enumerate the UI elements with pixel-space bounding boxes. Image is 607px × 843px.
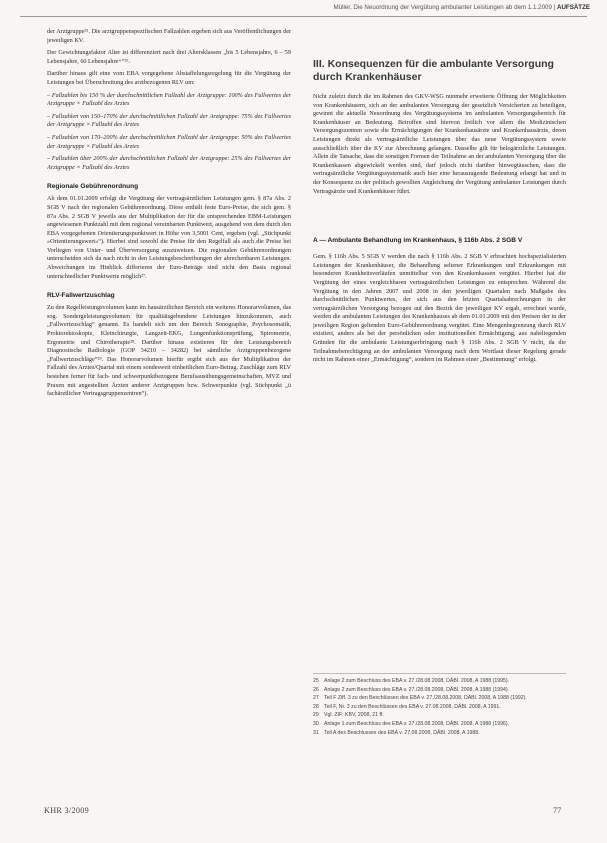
- left-column: [47, 28, 291, 788]
- paragraph: Gem. § 116b Abs. 5 SGB V werden die nach § 116b Abs. 2 SGB V erbrachten hochspezialisierten Leistungen der Krankenhäuser, die Behandlung seltener Erkrankungen und Erkrankungen mit besonderen Krankheitsverläufen unmittelbar von den Krankenkassen vergütet. Hierbei hat die Vergütung der eines vergleichbaren vertragsärztlichen Leistungen zu entsprechen. Während die Vergütung in den Jahren 2007 und 2008 in den jeweiligen Quartalen nach Maßgabe des durchschnittlichen Punktwertes, der sich aus den letzten Quartalsabrechnungen in der vertragsärztlichen Versorgung bezogen auf den Bezirk der jeweiligen KV ergab, errechnet wurde, werden die ambulanten Leistungen des Krankenhauses ab dem 01.01.2009 mit den Preisen der in der jeweiligen Region geltenden Euro-Gebührenordnung vergütet. Eine Mengenbegrenzung durch RLV existiert, anders als bei der persönlichen oder institutionellen Ermächtigung, aus naheliegenden Gründen für die ambulante Leistungserbringung nach § 116b Abs. 2 SGB V nicht, da die Teilnahmeberechtigung an der ambulanten Versorgung nach dem Wortlaut dieser Regelung gerade nicht im Rahmen einer „Ermächtigung“, sondern im Rahmen einer „Bestimmung“ erfolgt.: [313, 253, 566, 364]
- paragraph: Ab dem 01.01.2009 erfolgt die Vergütung der vertragsärztlichen Leistungen gem. § 87a Abs. 2 SGB V nach der regionalen Gebührenordnung. Diese enthält feste Euro-Preise, die sich gem. § 87a Abs. 2 SGB V jeweils aus der Multiplikation der für die entsprechenden EBM-Leistungen angewiesenen Punktzahl mit dem regional vereinbarten Punktwert, ausgehend von dem durch den EBA vorgegebenen Orientierungspunktwert in Höhe von 3,5001 Cent, ergeben (vgl. „Stichpunkt »Orientierungswert«“). Hierbei sind sowohl die Preise für den Regelfall als auch die Preise bei Vorliegen von Unter- und Überversorgung auszuweisen. Die regionalen Gebührenordnungen unterscheiden sich da nach nicht in den Leistungsbeschreibungen der abrechenbaren Leistungen. Abweichungen im Hinblick differieren der Euro-Beträge sind nicht den Basis regional unterschiedlicher Punktwerte möglich²⁷.: [47, 195, 291, 280]
- header-rule: [20, 16, 587, 17]
- footnote: 28 Teil F, Nr. 3 zu den Beschlüssen des EBA v. 27.08.2008, DÄBl. 2008, A 1991.: [313, 703, 501, 710]
- footnote: 29 Vgl. ZIF: KBV, 2008, 21 ff.: [313, 712, 384, 719]
- subheading-regional: Regionale Gebührenordnung: [47, 183, 139, 191]
- journal-issue: KHR 3/2009: [44, 806, 90, 815]
- footnote: 30 Anlage 1 zum Beschluss des EBA v. 27./28.08.2008, DÄBl. 2008, A 1988 (1996).: [313, 720, 510, 727]
- header-separator: |: [553, 4, 556, 11]
- list-item: – Fallzahlen von 150–170% der durchschnittlichen Fallzahl der Arztgruppe: 75% des Fallwertes der Arztgruppe × Fallzahl des Arztes: [47, 112, 291, 129]
- running-header: [150, 4, 590, 11]
- right-column: [313, 28, 566, 798]
- footnote: 26 Anlage 2 zum Beschluss des EBA v. 27./28.08.2008, DÄBl. 2008, A 1988 (1994).: [313, 686, 510, 693]
- subsection-title: A — Ambulante Behandlung im Krankenhaus, § 116b Abs. 2 SGB V: [313, 237, 523, 245]
- list-item: – Fallzahlen von 170–200% der durchschnittlichen Fallzahl der Arztgruppe: 50% des Fallwertes der Arztgruppe × Fallzahl des Arztes: [47, 133, 291, 150]
- list-item: – Fallzahlen bis 150 % der durchschnittlichen Fallzahl der Arztgruppe: 100% des Fallwertes der Arztgruppe × Fallzahl des Arztes: [47, 91, 291, 108]
- running-title: Müller, Die Neuordnung der Vergütung ambulanter Leistungen ab dem 1.1.2009: [333, 4, 552, 11]
- paragraph: der Arztgruppe²⁵. Die arztgruppenspezifischen Fallzahlen ergeben sich aus Veröffentlichungen der jeweiligen KV.: [47, 28, 291, 44]
- page-number: 77: [553, 806, 562, 815]
- section-label: AUFSÄTZE: [557, 4, 590, 11]
- paragraph: Nicht zuletzt durch die im Rahmen des GKV-WSG nunmehr erweiterte Öffnung der Möglichkeiten von Krankenhäusern, sich an der ambulanten Versorgung der gesetzlich Versicherten zu beteiligen, gewinnt die aktuelle Neuordnung des Vergütungssystems im ambulanten Versorgungsbereich für Krankenhäuser an Bedeutung. Betroffen sind hiervon freilich vor allem die Medizinischen Versorgungszentren sowie die Ermächtigungen der Krankenhausärzte und Krankenhausärzte, deren Leistungen direkt als vertragsärztliche Leistungen über das neue Vergütungssystem sowie ausschließlich über die KV zur Abrechnung gelangen. Dasselbe gilt für belegärztliche Leistungen. Allein die Tatsache, dass die sonstigen Formen der Teilnahme an der ambulanten Versorgung über die Krankenkassen abgewickelt werden sind, darf jedoch nicht darüber hinwegtäuschen, dass die vertragsärztliche Vergütungssystematik auch hier eine herausragende Bedeutung erlangt hat und in der Konsequenz zu der politisch gewollten Angleichung der Vergütung ambulanter Leistungen durch Vertragsärzte und Krankenhäuser führt.: [313, 93, 566, 195]
- paragraph: Zu den Regelleistungsvolumen kann im hausärztlichen Bereich ein weiteres Honorarvolumen, das sog. Sondergeleistungsvolumen für qualitätsgebundene Leistungen hinzukommen, auch „Fallwertzuschlag“ genannt. Es handelt sich um den Bereich Sonographie, Psychosomatik, Proktorektoskopie, Kleinchirurgie, Langzeit-EKG, Lungenfunktionsprüfung, Spirometrie, Ergometrie und Chirotherapie²⁸. Darüber hinaus existieren für den Leistungsbereich Diagnostische Radiologie (GOP 34210 – 34282) bei sämtliche Arztgruppenbezogene „Fallwertzuschläge“²⁹. Das Honorarvolumen hierfür ergibt sich aus der Multiplikation der Fallzahl des Arztes/Quartal mit einem sondesweit einheitlichen Euro-Betrag. Zuschläge zum RLV bestehen ferner für fach- und schwerpunktbezogene Berufsausübungsgemeinschaften, MVZ und Praxen mit angestellten Ärzten anderer Arztgruppen bzw. Schwerpunkte (vgl. Stichpunkt „ü fachärztlicher Vertragsgruppenzentren“).: [47, 304, 291, 398]
- subheading-rlv: RLV-Fallwertzuschlag: [47, 292, 115, 300]
- paragraph: Der Gewichtungsfaktor Alter ist differenziert nach drei Altersklassen „bis 5 Lebensjahre, 6 – 59 Lebensjahre, 60 Lebensjahre+“²⁶.: [47, 49, 291, 65]
- footnote: 25 Anlage 2 zum Beschluss des EBA v. 27./28.08.2008, DÄBl. 2008, A 1988 (1995).: [313, 678, 510, 684]
- paragraph: Darüber hinaus gilt eine vom EBA vorgegebene Abstaffelungsregelung für die Vergütung der Leistungen bei Überschreitung des arztbezogenen RLV um:: [47, 70, 291, 86]
- list-item: – Fallzahlen über 200% der durchschnittlichen Fallzahl der Arztgruppe: 25% des Fallwertes der Arztgruppe × Fallzahl des Arztes: [47, 155, 291, 171]
- section-title: III. Konsequenzen für die ambulante Versorgung durch Krankenhäuser: [313, 58, 554, 83]
- footnotes: [313, 673, 566, 737]
- footnote: 27 Teil F Ziff. 3 zu den Beschlüssen des EBA v. 27./28.08.2008, DÄBl. 2008, A 1988 (1992).: [313, 695, 527, 702]
- footnote: 31 Teil A des Beschlusses des EBA v. 27.08.2008, DÄBl. 2008, A 1988.: [313, 729, 480, 736]
